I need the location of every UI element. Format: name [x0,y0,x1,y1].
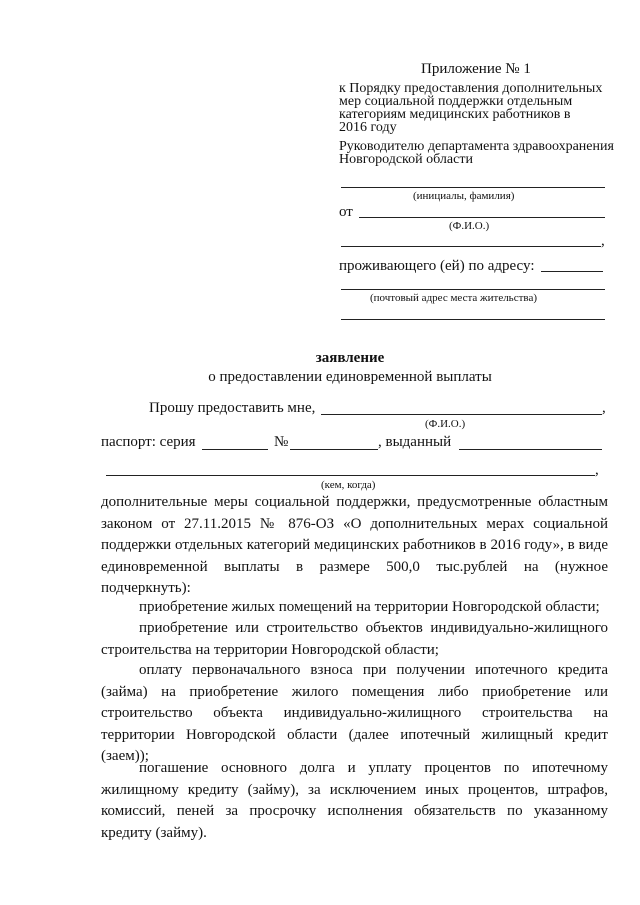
initials-line[interactable] [341,187,605,188]
order-line-1: к Порядку предоставления дополнительных [339,81,603,96]
addressee-line-2: Новгородской области [339,152,473,167]
document-subtitle: о предоставлении единовременной выплаты [208,369,492,385]
request-label: Прошу предоставить мне, [149,400,316,416]
address-caption: (почтовый адрес места жительства) [370,292,537,304]
appendix-number: Приложение № 1 [421,61,531,77]
passport-series-line[interactable] [202,449,268,450]
passport-label: паспорт: серия [101,434,196,450]
issued-comma: , [595,462,599,478]
request-fio-line[interactable] [321,414,602,415]
option-construction: приобретение или строительство объектов индивидуально-жилищного строительства на территории Новгородской области; [101,620,608,658]
comma: , [601,233,605,249]
passport-number-label: № [274,434,289,450]
address-line-short[interactable] [541,271,603,272]
order-line-3: категориям медицинских работников в [339,107,571,122]
addressee-line-1: Руководителю департамента здравоохранения [339,139,614,154]
issued-when-line[interactable] [106,475,595,476]
option-purchase-housing: приобретение жилых помещений на территории Новгородской области; [139,599,600,615]
order-line-4: 2016 году [339,120,397,135]
passport-number-line[interactable] [290,449,378,450]
order-line-2: мер социальной поддержки отдельным [339,94,573,109]
address-line-2[interactable] [341,319,605,320]
request-comma: , [602,400,606,416]
from-fio-caption: (Ф.И.О.) [449,220,490,232]
option-down-payment: оплату первоначального взноса при получении ипотечного кредита (займа) на приобретение жилого помещения либо приобретение или строительство объекта индивидуально-жилищного строительства на территории Новгородской области (далее ипотечный жилищный кредит (заем)); [101,662,608,764]
option-debt-repayment: погашение основного долга и уплату процентов по ипотечному жилищному кредиту (займу), за исключением иных процентов, штрафов, комиссий, пеней за просрочку исполнения обязательств по указанному кредиту (займу). [101,760,608,841]
address-line-1[interactable] [341,289,605,290]
request-fio-caption: (Ф.И.О.) [425,418,466,430]
initials-caption: (инициалы, фамилия) [413,190,515,202]
address-label: проживающего (ей) по адресу: [339,258,535,274]
document-title: заявление [315,350,385,366]
main-paragraph: дополнительные меры социальной поддержки, предусмотренные областным законом от 27.11.2015 № 876-ОЗ «О дополнительных мерах социальной поддержки отдельных категорий медицинских работников в 2016 году», в виде единовременной выплаты в размере 500,0 тыс.рублей на (нужное подчеркнуть): [101,494,608,596]
issued-caption: (кем, когда) [321,479,376,491]
issued-by-line[interactable] [459,449,602,450]
from-label: от [339,204,353,220]
issued-label: , выданный [378,434,452,450]
fio-continuation-line[interactable] [341,246,601,247]
from-fio-line[interactable] [359,217,605,218]
